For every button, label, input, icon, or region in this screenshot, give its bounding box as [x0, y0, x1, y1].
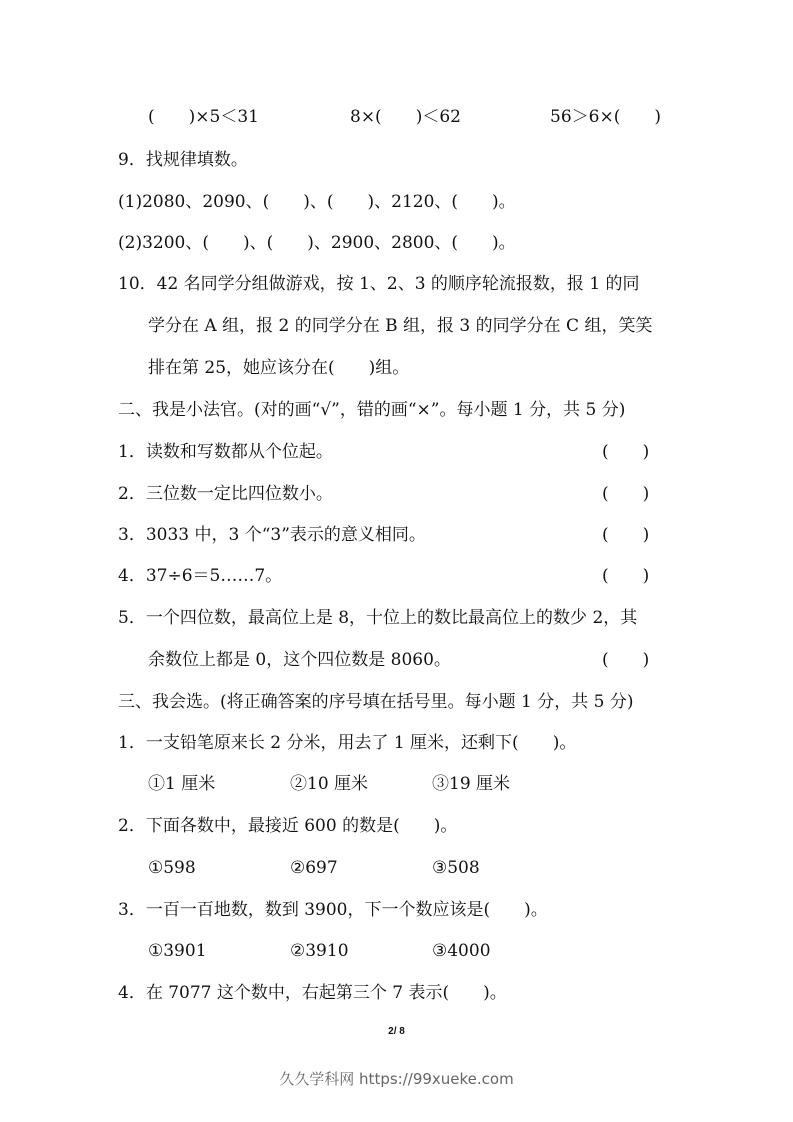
q10-line-2: 学分在 A 组，报 2 的同学分在 B 组，报 3 的同学分在 C 组，笑笑 — [148, 316, 653, 336]
judge-item-5-cont: 余数位上都是 0，这个四位数是 8060。 — [148, 650, 451, 670]
q8-item-3: 56＞6×( ) — [550, 107, 661, 127]
q9-line-1: (1)2080、2090、( )、( )、2120、( )。 — [118, 192, 516, 212]
choice-q2-stem: 2．下面各数中，最接近 600 的数是( )。 — [118, 816, 458, 836]
answer-paren-2: ( ) — [602, 484, 650, 504]
choice-q3-stem: 3．一百一百地数，数到 3900，下一个数应该是( )。 — [118, 900, 548, 920]
choice-q1-option-3: ③19 厘米 — [432, 774, 511, 794]
q10-line-1: 10．42 名同学分组做游戏，按 1、2、3 的顺序轮流报数，报 1 的同 — [118, 274, 640, 294]
answer-paren-4: ( ) — [602, 566, 650, 586]
q10-line-3: 排在第 25，她应该分在( )组。 — [148, 358, 410, 378]
choice-q3-option-2: ②3910 — [290, 941, 349, 961]
q9-title: 9．找规律填数。 — [118, 150, 248, 170]
judge-item-3: 3．3033 中，3 个“3”表示的意义相同。 — [118, 525, 426, 545]
choice-q1-stem: 1．一支铅笔原来长 2 分米，用去了 1 厘米，还剩下( )。 — [118, 733, 577, 753]
choice-q4-stem: 4．在 7077 这个数中，右起第三个 7 表示( )。 — [118, 983, 507, 1003]
section2-heading: 二、我是小法官。(对的画“√”，错的画“×”。每小题 1 分，共 5 分) — [118, 400, 626, 420]
choice-q1-option-2: ②10 厘米 — [290, 774, 369, 794]
choice-q3-option-1: ①3901 — [148, 941, 207, 961]
judge-item-1: 1．读数和写数都从个位起。 — [118, 442, 333, 462]
q8-item-2: 8×( )＜62 — [350, 107, 461, 127]
q8-item-1: ( )×5＜31 — [148, 107, 259, 127]
q9-line-2: (2)3200、( )、( )、2900、2800、( )。 — [118, 233, 516, 253]
section3-heading: 三、我会选。(将正确答案的序号填在括号里。每小题 1 分，共 5 分) — [118, 692, 634, 712]
site-watermark: 久久学科网 https://99xueke.com — [279, 1070, 514, 1088]
judge-item-5: 5．一个四位数，最高位上是 8，十位上的数比最高位上的数少 2，其 — [118, 608, 638, 628]
choice-q2-option-3: ③508 — [432, 858, 480, 878]
answer-paren-3: ( ) — [602, 525, 650, 545]
choice-q1-option-1: ①1 厘米 — [148, 774, 216, 794]
judge-item-4: 4．37÷6＝5……7。 — [118, 566, 283, 586]
answer-paren-5: ( ) — [602, 650, 650, 670]
page-number: 2/ 8 — [388, 1026, 405, 1037]
answer-paren-1: ( ) — [602, 442, 650, 462]
choice-q3-option-3: ③4000 — [432, 941, 491, 961]
choice-q2-option-1: ①598 — [148, 858, 196, 878]
judge-item-2: 2．三位数一定比四位数小。 — [118, 484, 333, 504]
choice-q2-option-2: ②697 — [290, 858, 338, 878]
